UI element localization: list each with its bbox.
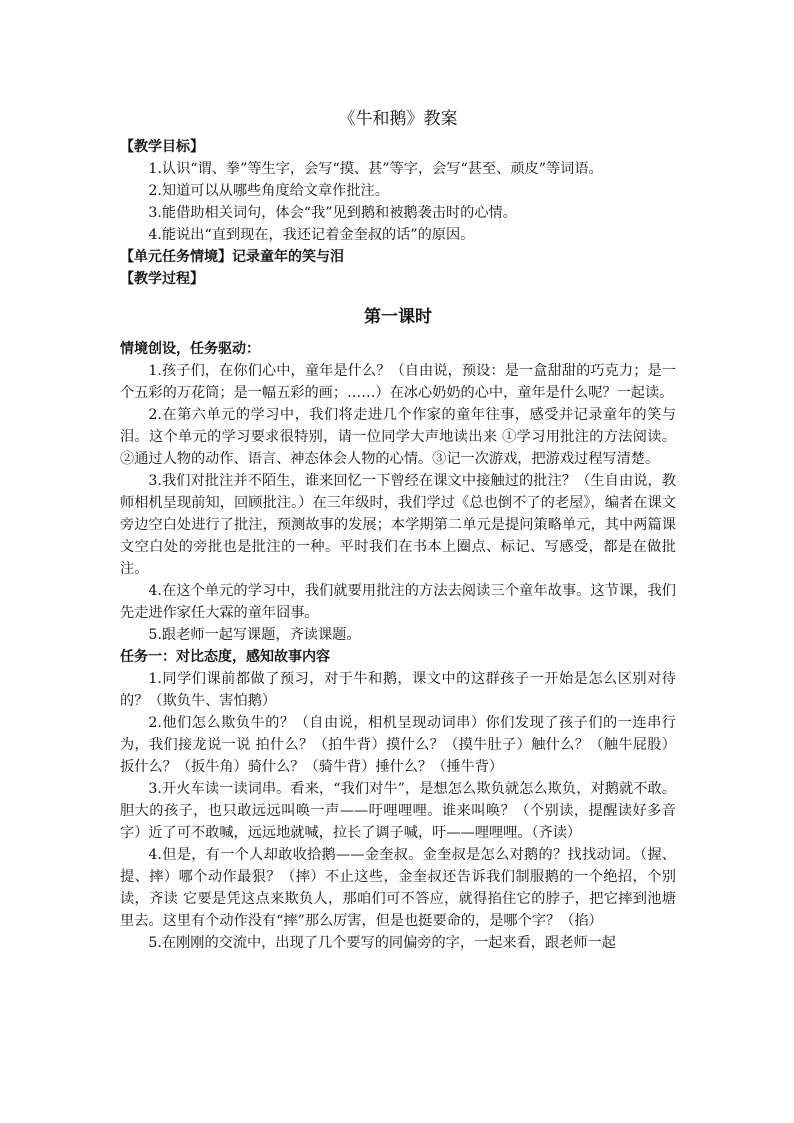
body-paragraph: 1.孩子们，在你们心中，童年是什么？（自由说，预设：是一盒甜甜的巧克力；是一个五彩的万花筒；是一幅五彩的画；……）在冰心奶奶的心中，童年是什么呢？一起读。 [120,363,676,401]
section-heading: 任务一：对比态度，感知故事内容 [120,649,330,665]
section-heading: 情境创设，任务驱动： [120,341,260,357]
lesson-title: 第一课时 [364,307,432,327]
objective-item: 4.能说出“直到现在，我还记着金奎叔的话”的原因。 [148,227,475,243]
objective-item: 3.能借助相关词句，体会“我”见到鹅和被鹅袭击时的心情。 [148,205,517,221]
body-paragraph: 3.我们对批注并不陌生，谁来回忆一下曾经在课文中接触过的批注？（生自由说，教师相机呈现前知，回顾批注。）在三年级时，我们学过《总也倒不了的老屋》，编者在课文旁边空白处进行了批注，预测故事的发展；本学期第二单元是提问策略单元，其中两篇课文空白处的旁批也是批注的一种。平时我们在书本上圈点、标记、写感受，都是在做批注。 [120,473,676,577]
body-paragraph: 3.开火车读一读词串。看来，“我们对牛”，是想怎么欺负就怎么欺负，对鹅就不敢。胆大的孩子，也只敢远远叫唤一声——吁哩哩哩。谁来叫唤？（个别读，提醒读好多音字）近了可不敢喊，远远地就喊，拉长了调子喊，吁——哩哩哩。（齐读） [120,781,676,841]
process-heading: 【教学过程】 [120,271,204,287]
body-paragraph: 2.在第六单元的学习中，我们将走进几个作家的童年往事，感受并记录童年的笑与泪。这个单元的学习要求很特别，请一位同学大声地读出来 ①学习用批注的方法阅读。②通过人物的动作、语言、神态体会人物的心情。③记一次游戏，把游戏过程写清楚。 [120,407,676,467]
body-paragraph: 4.但是，有一个人却敢收拾鹅——金奎叔。金奎叔是怎么对鹅的？找找动词。（握、提、摔）哪个动作最狠？（摔）不止这些，金奎叔还告诉我们制服鹅的一个绝招，个别读，齐读 它要是凭这点来欺负人，那咱们可不答应，就得掐住它的脖子，把它摔到池塘里去。这里有个动作没有“摔”那么厉害，但是也挺要命的，是哪个字？（掐） [120,847,676,929]
objectives-heading: 【教学目标】 [120,139,204,155]
document-title: 《牛和鹅》教案 [338,109,458,129]
objective-item: 1.认识“谓、拳”等生字，会写“摸、甚”等字，会写“甚至、顽皮”等词语。 [148,161,603,177]
objective-item: 2.知道可以从哪些角度给文章作批注。 [148,183,389,199]
body-paragraph: 1.同学们课前都做了预习，对于牛和鹅，课文中的这群孩子一开始是怎么区别对待的？（欺负牛、害怕鹅） [120,671,676,709]
body-paragraph: 5.在刚刚的交流中，出现了几个要写的同偏旁的字，一起来看，跟老师一起 [148,935,616,951]
unit-task-heading: 【单元任务情境】记录童年的笑与泪 [120,249,344,265]
body-paragraph: 2.他们怎么欺负牛的？（自由说，相机呈现动词串）你们发现了孩子们的一连串行为，我们接龙说一说 拍什么？（拍牛背）摸什么？（摸牛肚子）触什么？（触牛屁股）扳什么？（扳牛角）骑什么？（骑牛背）捶什么？（捶牛背） [120,715,676,775]
document-page [120,100,676,954]
body-paragraph: 5.跟老师一起写课题，齐读课题。 [148,627,361,643]
body-paragraph: 4.在这个单元的学习中，我们就要用批注的方法去阅读三个童年故事。这节课，我们先走进作家任大霖的童年囧事。 [120,583,676,621]
